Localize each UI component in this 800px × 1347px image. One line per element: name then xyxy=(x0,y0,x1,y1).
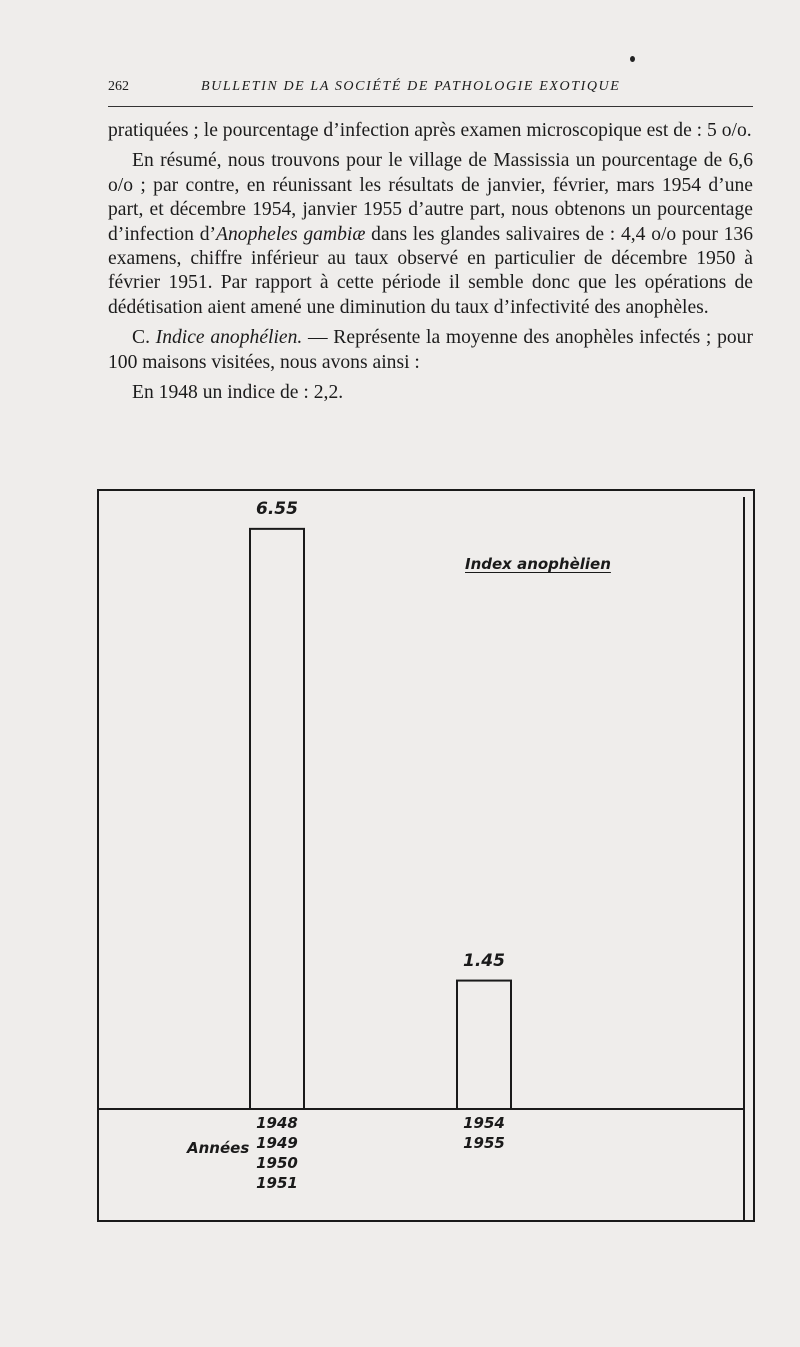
page-header xyxy=(108,79,753,101)
category-year-1-0: 1954 xyxy=(463,1114,505,1132)
paragraph-4: En 1948 un indice de : 2,2. xyxy=(132,382,344,404)
bar-value-label-1: 1.45 xyxy=(463,950,505,971)
body-text xyxy=(108,119,753,405)
bar-1 xyxy=(457,981,511,1109)
bar-value-label-0: 6.55 xyxy=(256,498,298,519)
species-name: Anopheles gambiæ xyxy=(216,223,366,245)
paragraph-3-text: — Représente la moyenne des anophèles infectés ; pour 100 maisons visitées, nous avons ainsi : xyxy=(108,327,753,373)
category-label-1 xyxy=(463,1113,505,1153)
paragraph-2-start: En résumé, nous trouvons pour le village de Massissia un pourcentage de 6,6 o/o ; par contre, en réunissant les résultats de janvier, février, mars 1954 d’une part, et décembre 1954, janvier 1955 d’autre part, nous obtenons un pourcentage d’infection d’ xyxy=(108,150,753,245)
category-year-0-1: 1949 xyxy=(256,1134,298,1152)
anopheles-index-chart xyxy=(97,489,755,1223)
category-year-0-0: 1948 xyxy=(256,1114,298,1132)
section-heading: Indice anophélien. xyxy=(155,327,303,349)
chart-frame xyxy=(98,490,754,1221)
paragraph-2 xyxy=(108,149,753,320)
page-number: 262 xyxy=(108,79,129,94)
paragraph-1: pratiquées ; le pourcentage d’infection après examen microscopique est de : 5 o/o. xyxy=(108,120,752,141)
paragraph-2-end: dans les glandes salivaires de : 4,4 o/o pour 136 examens, chiffre inférieur au taux observé en particulier de décembre 1950 à février 1951. Par rapport à cette période il semble donc que les opérations de dédétisation aient amené une diminution du taux d’infectivité des anophèles. xyxy=(108,223,753,318)
chart-canvas xyxy=(97,489,755,1223)
printer-dot xyxy=(630,56,635,62)
section-prefix: C. xyxy=(132,327,156,349)
bar-0 xyxy=(250,529,304,1109)
category-label-0 xyxy=(256,1113,298,1193)
journal-title: BULLETIN DE LA SOCIÉTÉ DE PATHOLOGIE EXOTIQUE xyxy=(201,79,621,94)
paragraph-3 xyxy=(108,326,753,375)
category-year-1-1: 1955 xyxy=(463,1134,505,1152)
header-rule xyxy=(108,106,753,107)
chart-legend: Index anophèlien xyxy=(465,555,611,573)
category-year-0-2: 1950 xyxy=(256,1154,298,1172)
category-year-0-3: 1951 xyxy=(256,1174,298,1192)
x-axis-label: Années xyxy=(187,1139,250,1157)
